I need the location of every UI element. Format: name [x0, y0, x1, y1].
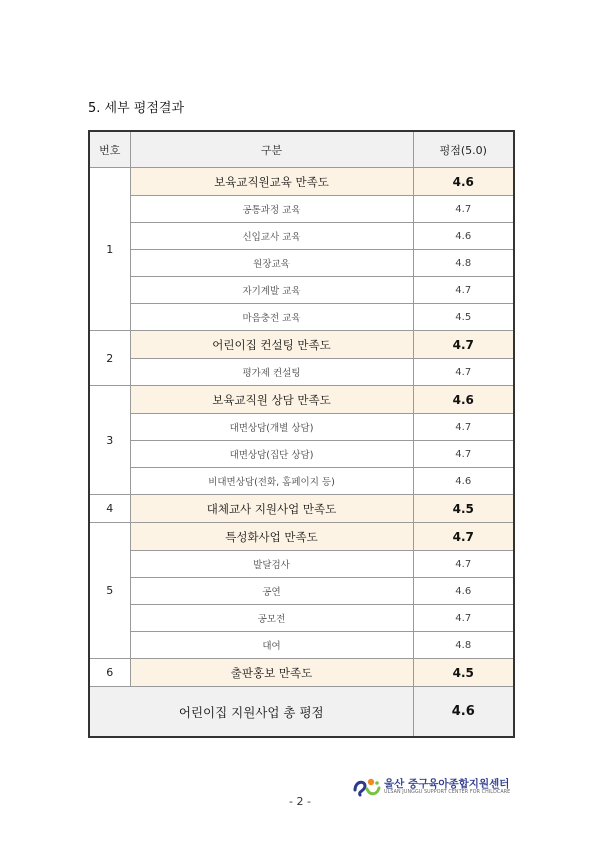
table-row-main: [89, 168, 514, 196]
category-score: 4.6: [413, 168, 514, 196]
group-number: 2: [89, 331, 130, 386]
table-row-main: [89, 386, 514, 414]
header-no: 번호: [89, 131, 130, 168]
item-score: 4.6: [413, 223, 514, 250]
category-score: 4.7: [413, 331, 514, 359]
item-label: 신입교사 교육: [130, 223, 413, 250]
category-label: 보육교직원교육 만족도: [130, 168, 413, 196]
table-row-sub: [89, 414, 514, 441]
table-row-sub: [89, 632, 514, 659]
group-number: 3: [89, 386, 130, 495]
table-row-sub: [89, 359, 514, 386]
table-row-total: [89, 687, 514, 738]
item-label: 비대면상담(전화, 홈페이지 등): [130, 468, 413, 495]
group-number: 1: [89, 168, 130, 331]
table-row-sub: [89, 304, 514, 331]
item-label: 자기계발 교육: [130, 277, 413, 304]
item-score: 4.7: [413, 359, 514, 386]
item-label: 공통과정 교육: [130, 196, 413, 223]
table-row-sub: [89, 250, 514, 277]
category-label: 어린이집 컨설팅 만족도: [130, 331, 413, 359]
table-row-main: [89, 331, 514, 359]
item-label: 공모전: [130, 605, 413, 632]
table-header-row: [89, 131, 514, 168]
table-row-sub: [89, 441, 514, 468]
table-row-sub: [89, 223, 514, 250]
evaluation-table: [88, 130, 515, 738]
item-label: 대면상담(개별 상담): [130, 414, 413, 441]
category-score: 4.6: [413, 386, 514, 414]
header-score: 평점(5.0): [413, 131, 514, 168]
item-label: 공연: [130, 578, 413, 605]
center-name: 울산 중구육아종합지원센터: [384, 778, 510, 790]
header-category: 구분: [130, 131, 413, 168]
page-number: - 2 -: [289, 795, 311, 808]
item-label: 대면상담(집단 상담): [130, 441, 413, 468]
table-row-sub: [89, 605, 514, 632]
item-score: 4.7: [413, 605, 514, 632]
table-row-sub: [89, 551, 514, 578]
item-label: 대여: [130, 632, 413, 659]
table-row-sub: [89, 468, 514, 495]
item-score: 4.7: [413, 277, 514, 304]
table-row-main: [89, 523, 514, 551]
category-score: 4.5: [413, 495, 514, 523]
total-label: 어린이집 지원사업 총 평점: [89, 687, 413, 738]
item-score: 4.8: [413, 250, 514, 277]
item-score: 4.7: [413, 551, 514, 578]
item-label: 평가제 컨설팅: [130, 359, 413, 386]
category-label: 보육교직원 상담 만족도: [130, 386, 413, 414]
group-number: 5: [89, 523, 130, 659]
item-score: 4.6: [413, 468, 514, 495]
item-label: 마음충전 교육: [130, 304, 413, 331]
table-row-main: [89, 495, 514, 523]
center-english-name: ULSAN JUNGGU SUPPORT CENTER FOR CHILDCARE: [384, 790, 511, 795]
category-label: 특성화사업 만족도: [130, 523, 413, 551]
item-score: 4.7: [413, 441, 514, 468]
item-label: 발달검사: [130, 551, 413, 578]
table-row-sub: [89, 277, 514, 304]
category-score: 4.7: [413, 523, 514, 551]
item-score: 4.5: [413, 304, 514, 331]
total-score: 4.6: [413, 687, 514, 738]
group-number: 4: [89, 495, 130, 523]
category-score: 4.5: [413, 659, 514, 687]
table-row-sub: [89, 196, 514, 223]
item-score: 4.6: [413, 578, 514, 605]
item-score: 4.7: [413, 414, 514, 441]
category-label: 대체교사 지원사업 만족도: [130, 495, 413, 523]
item-score: 4.8: [413, 632, 514, 659]
table-row-main: [89, 659, 514, 687]
item-label: 원장교육: [130, 250, 413, 277]
group-number: 6: [89, 659, 130, 687]
item-score: 4.7: [413, 196, 514, 223]
table-row-sub: [89, 578, 514, 605]
section-title: 5. 세부 평점결과: [88, 101, 185, 116]
category-label: 출판홍보 만족도: [130, 659, 413, 687]
